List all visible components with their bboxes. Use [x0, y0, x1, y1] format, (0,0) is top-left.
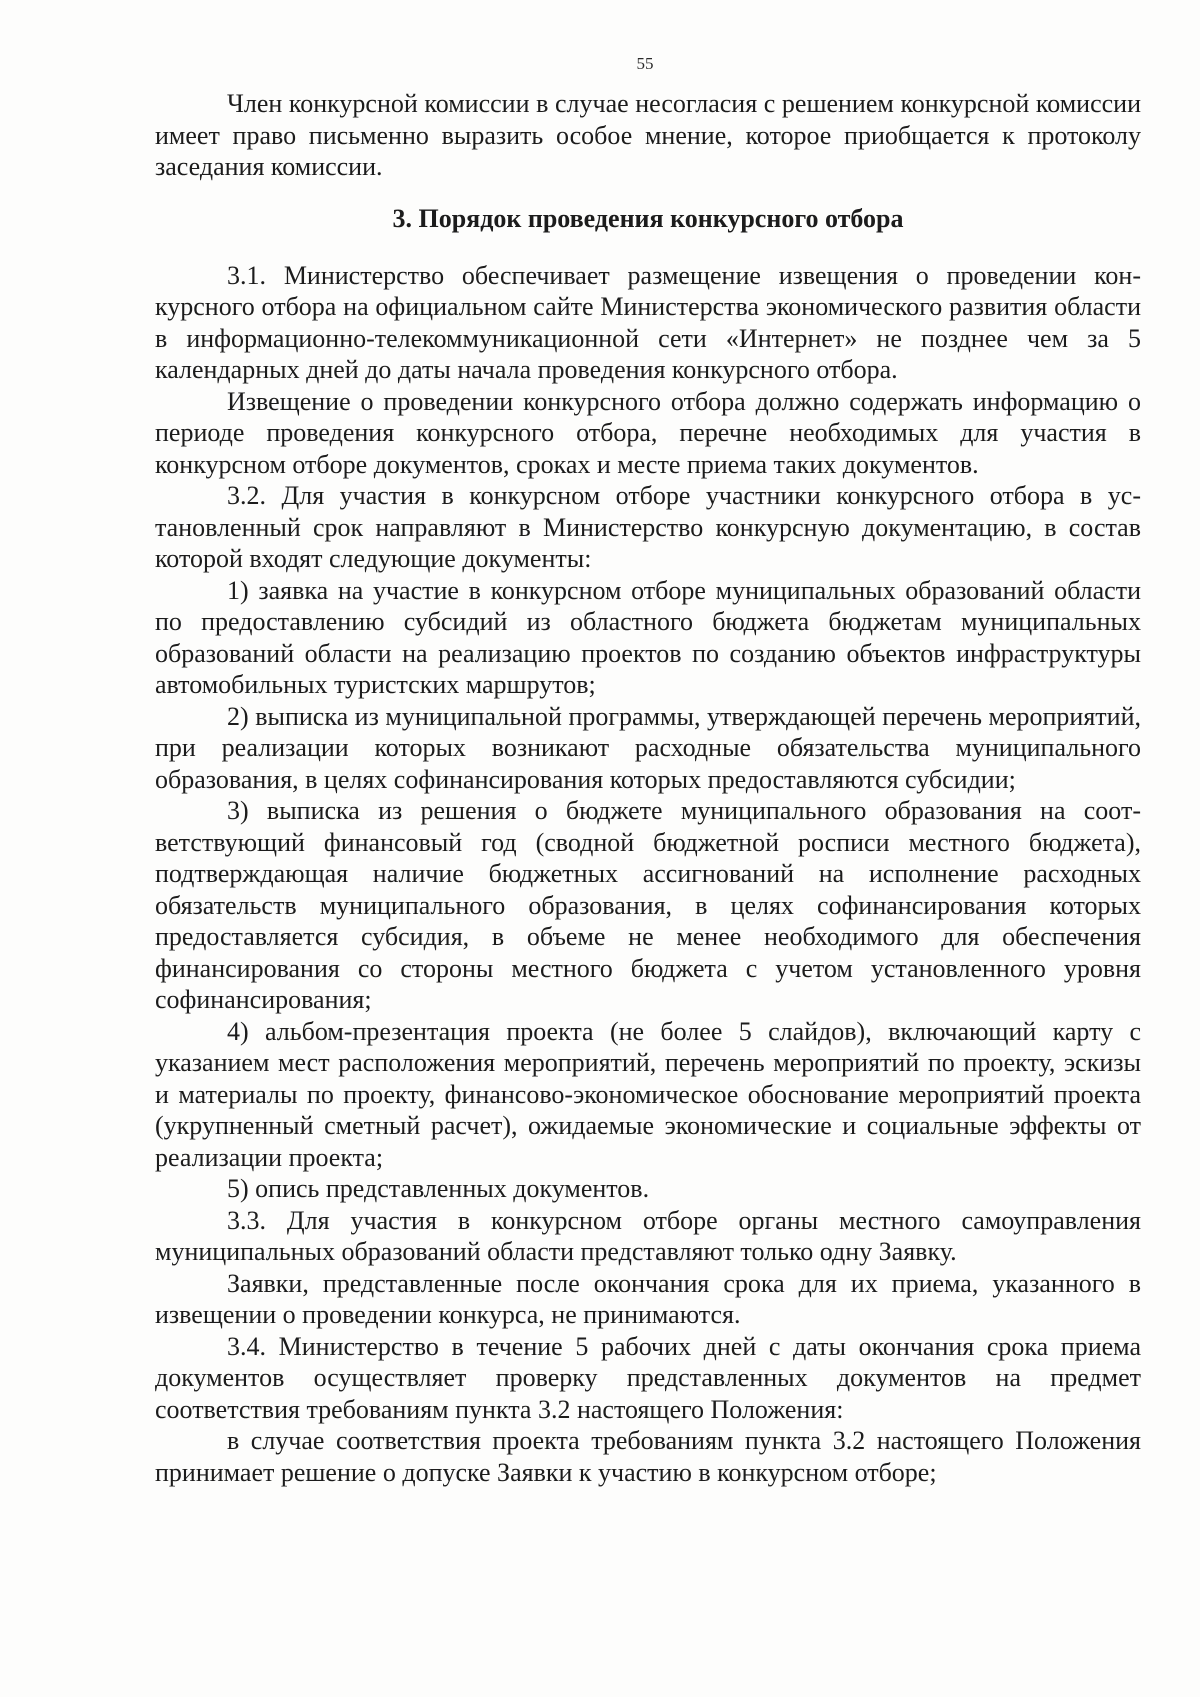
paragraph-3-1: 3.1. Министерство обеспечивает размещение извещения о проведении конкурсного отбора на официальном сайте Министерства экономического развития области в информационно-телекоммуникационной сети «Интернет» не позднее чем за 5 календарных дней до даты начала проведения конкурсного отбора.	[155, 260, 1141, 384]
paragraph-3-4: 3.4. Министерство в течение 5 рабочих дней с даты окончания срока приема документов осуществляет проверку представленных документов на предмет соответствия требованиям пункта 3.2 настоящего Положения:	[155, 1331, 1141, 1424]
paragraph-3-2: 3.2. Для участия в конкурсном отборе участники конкурсного отбора в установленный срок направляют в Министерство конкурсную документацию, в состав которой входят следующие документы:	[155, 481, 1141, 573]
paragraph-admission-decision: в случае соответствия проекта требованиям пункта 3.2 настоящего Положения принимает решение о допуске Заявки к участию в конкурсном отборе;	[155, 1426, 1141, 1487]
list-item-3: 3) выписка из решения о бюджете муниципального образования на соответствующий финансовый год (сводной бюджетной росписи местного бюджета), подтверждающая наличие бюджетных ассигнований на исполнение расходных обязательств муниципального образования, в целях софинансирования которых предоставляется субсидия, в объеме не менее необходимого для обеспечения финансирования со стороны местного бюджета с учетом установленного уровня софинансирования;	[155, 796, 1141, 1014]
paragraph-3-3: 3.3. Для участия в конкурсном отборе органы местного самоуправления муниципальных образований области представляют только одну Заявку.	[155, 1205, 1141, 1266]
section-heading: 3. Порядок проведения конкурсного отбора	[392, 203, 904, 233]
page-number: 55	[636, 54, 654, 73]
list-item-4: 4) альбом-презентация проекта (не более 5 слайдов), включающий карту с указанием мест расположения мероприятий, перечень мероприятий по проекту, эскизы и материалы по проекту, финансово-экономическое обоснование мероприятий проекта (укрупненный сметный расчет), ожидаемые экономические и социальные эффекты от реализации проекта;	[155, 1016, 1141, 1172]
paragraph-late-applications: Заявки, представленные после окончания срока для их приема, указанного в извещении о проведении конкурса, не принимаются.	[155, 1268, 1141, 1329]
list-item-5: 5) опись представленных документов.	[227, 1174, 650, 1203]
paragraph-notice-content: Извещение о проведении конкурсного отбора должно содержать информацию о периоде проведения конкурсного отбора, перечне необходимых для участия в конкурсном отборе документов, сроках и месте приема таких документов.	[155, 386, 1141, 479]
list-item-1: 1) заявка на участие в конкурсном отборе муниципальных образований области по предоставлению субсидий из областного бюджета бюджетам муниципальных образований области на реализацию проектов по созданию объектов инфраструктуры автомобильных туристских маршрутов;	[155, 575, 1141, 699]
list-item-2: 2) выписка из муниципальной программы, утверждающей перечень мероприятий, при реализации которых возникают расходные обязательства муниципального образования, в целях софинансирования которых предоставляются субсидии;	[155, 701, 1141, 794]
document-body	[155, 88, 1141, 1488]
paragraph-dissenting-opinion: Член конкурсной комиссии в случае несогласия с решением конкурсной комиссии имеет право письменно выразить особое мнение, которое приобщается к протоколу заседания комиссии.	[155, 89, 1141, 181]
